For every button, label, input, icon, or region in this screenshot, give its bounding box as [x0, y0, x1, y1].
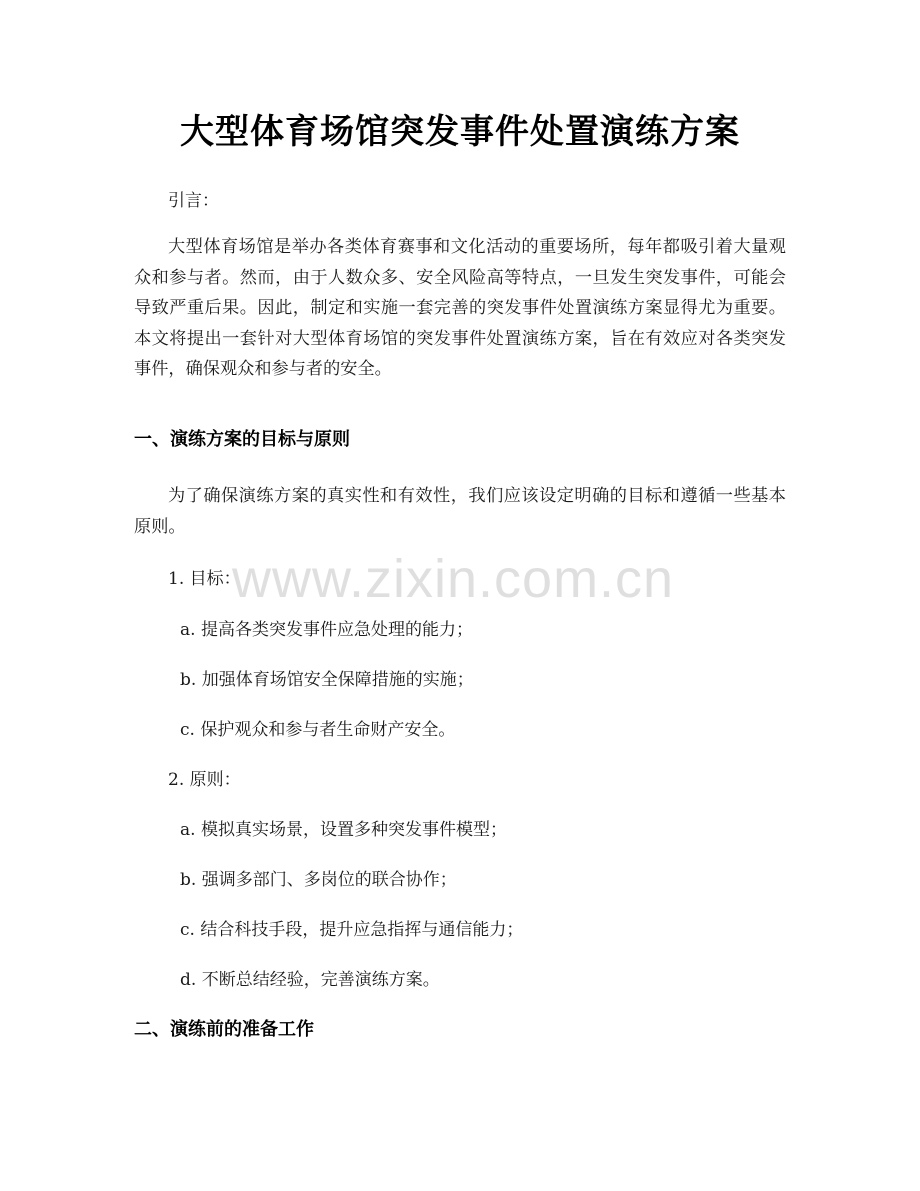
principles-label: 2. 原则： — [168, 770, 241, 790]
principle-item: d. 不断总结经验，完善演练方案。 — [180, 970, 440, 990]
principle-item: a. 模拟真实场景，设置多种突发事件模型； — [180, 820, 507, 840]
section-1-heading: 一、演练方案的目标与原则 — [134, 429, 350, 450]
document-title: 大型体育场馆突发事件处置演练方案 — [180, 112, 740, 152]
watermark: www.zixin.com.cn — [232, 549, 675, 609]
principle-item: c. 结合科技手段，提升应急指挥与通信能力； — [180, 920, 524, 940]
section-1-paragraph: 为了确保演练方案的真实性和有效性，我们应该设定明确的目标和遵循一些基本原则。 — [134, 486, 786, 537]
goal-item: a. 提高各类突发事件应急处理的能力； — [180, 620, 473, 640]
intro-label: 引言： — [168, 191, 219, 211]
goal-item: b. 加强体育场馆安全保障措施的实施； — [180, 670, 474, 690]
goal-item: c. 保护观众和参与者生命财产安全。 — [180, 720, 456, 740]
intro-paragraph: 大型体育场馆是举办各类体育赛事和文化活动的重要场所，每年都吸引着大量观众和参与者。然而，由于人数众多、安全风险高等特点，一旦发生突发事件，可能会导致严重后果。因此，制定和实施一套完善的突发事件处置演练方案显得尤为重要。本文将提出一套针对大型体育场馆的突发事件处置演练方案，旨在有效应对各类突发事件，确保观众和参与者的安全。 — [134, 237, 786, 379]
section-2-heading: 二、演练前的准备工作 — [134, 1019, 314, 1040]
goals-label: 1. 目标： — [168, 569, 241, 589]
principle-item: b. 强调多部门、多岗位的联合协作； — [180, 870, 457, 890]
